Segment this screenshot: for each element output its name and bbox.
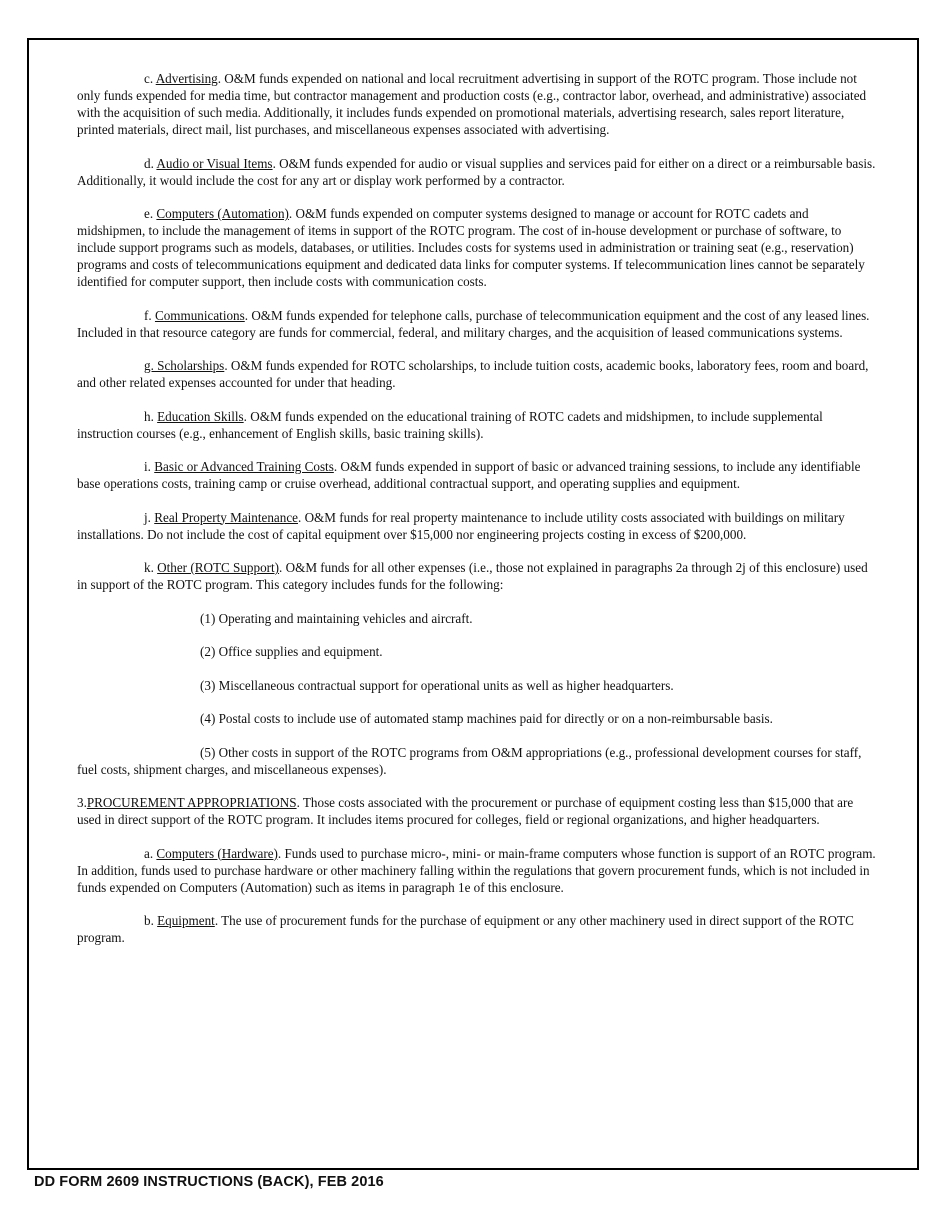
form-footer-label: DD FORM 2609 INSTRUCTIONS (BACK), FEB 2016	[34, 1174, 384, 1190]
paragraph-other-support: k. Other (ROTC Support). O&M funds for all other expenses (i.e., those not explained in paragraphs 2a through 2j of this enclosure) used in support of the ROTC program. This category includes funds for the following:	[77, 560, 868, 592]
subitem-office-supplies: (2) Office supplies and equipment.	[200, 644, 383, 659]
document-body	[77, 70, 877, 963]
paragraph-heading: Communications	[154, 307, 245, 323]
paragraph-heading: Computers (Automation)	[156, 206, 289, 221]
paragraph-heading: Equipment	[157, 913, 215, 928]
section-heading: PROCUREMENT APPROPRIATIONS	[86, 795, 297, 810]
paragraph-scholarships: g. Scholarships. O&M funds expended for ROTC scholarships, to include tuition costs, academic books, laboratory fees, room and board, and other related expenses accounted for under that heading.	[77, 358, 869, 390]
subitem-other-costs: (5) Other costs in support of the ROTC programs from O&M appropriations (e.g., professional development courses for staff, fuel costs, shipment charges, and miscellaneous expenses).	[77, 744, 862, 777]
paragraph-heading: Advertising	[155, 71, 218, 86]
paragraph-heading: Real Property Maintenance	[154, 509, 298, 525]
paragraph-computers-hardware: a. Computers (Hardware). Funds used to purchase micro-, mini- or main-frame computers whose function is support of an ROTC program. In addition, funds used to purchase hardware or other machinery falling within the regulations that govern procurement funds, which is not included in funds expended on Computers (Automation) such as items in paragraph 1e of this enclosure.	[77, 845, 876, 895]
subitem-postal-costs: (4) Postal costs to include use of automated stamp machines paid for directly or on a non-reimbursable basis.	[200, 711, 773, 726]
subitem-vehicles: (1) Operating and maintaining vehicles and aircraft.	[200, 610, 473, 626]
paragraph-communications: f. Communications. O&M funds expended for telephone calls, purchase of telecommunication equipment and the cost of any leased lines. Included in that resource category are funds for commercial, federal, and military charges, and the acquisition of leased communications systems.	[77, 307, 870, 340]
paragraph-real-property: j. Real Property Maintenance. O&M funds for real property maintenance to include utility costs associated with buildings on military installations. Do not include the cost of capital equipment over $15,000 nor engineering projects costing in excess of $200,000.	[77, 509, 845, 542]
paragraph-audio-visual: d. Audio or Visual Items. O&M funds expended for audio or visual supplies and services paid for either on a direct or a reimbursable basis. Additionally, it would include the cost for any art or display work performed by a contractor.	[77, 155, 876, 188]
paragraph-heading: Other (ROTC Support)	[157, 560, 280, 575]
paragraph-heading: Education Skills	[157, 408, 244, 424]
subitem-contractual-support: (3) Miscellaneous contractual support for operational units as well as higher headquarters.	[200, 677, 674, 693]
paragraph-equipment: b. Equipment. The use of procurement funds for the purchase of equipment or any other machinery used in direct support of the ROTC program.	[77, 913, 854, 945]
paragraph-advertising: c. Advertising. O&M funds expended on national and local recruitment advertising in support of the ROTC program. Those include not only funds expended for media time, but contractor management and production costs (e.g., contractor labor, overhead, and administrative) associated with the acquisition of such media. Additionally, it includes funds expended on promotional materials, advertising research, sales report literature, printed materials, direct mail, list purchases, and miscellaneous expenses associated with advertising.	[77, 71, 867, 137]
paragraph-education-skills: h. Education Skills. O&M funds expended on the educational training of ROTC cadets and midshipmen, to include supplemental instruction courses (e.g., enhancement of English skills, basic training skills).	[77, 408, 823, 441]
section-procurement-appropriations: 3.PROCUREMENT APPROPRIATIONS. Those costs associated with the procurement or purchase of equipment costing less than $15,000 that are used in direct support of the ROTC program. It includes items procured for colleges, field or regional organizations, and higher headquarters.	[77, 795, 854, 827]
paragraph-training-costs: i. Basic or Advanced Training Costs. O&M funds expended in support of basic or advanced training sessions, to include any identifiable base operations costs, training camp or cruise overhead, additional contractual support, and operating supplies and equipment.	[77, 459, 861, 491]
paragraph-heading: Computers (Hardware)	[156, 845, 278, 861]
paragraph-computers-automation: e. Computers (Automation). O&M funds expended on computer systems designed to manage or account for ROTC cadets and midshipmen, to include the management of items in support of the ROTC program. The cost of in-house development or purchase of software, to include support programs such as models, databases, or utilities. Includes costs for systems used in administration or training seat (e.g., reservation) programs and costs of telecommunications equipment and dedicated data links for computer systems. If telecommunication lines cannot be separately identified for computer support, then include costs with communication costs.	[77, 206, 865, 289]
paragraph-heading: Audio or Visual Items	[156, 155, 273, 171]
paragraph-heading: g. Scholarships	[144, 358, 225, 373]
paragraph-heading: Basic or Advanced Training Costs	[154, 459, 334, 474]
